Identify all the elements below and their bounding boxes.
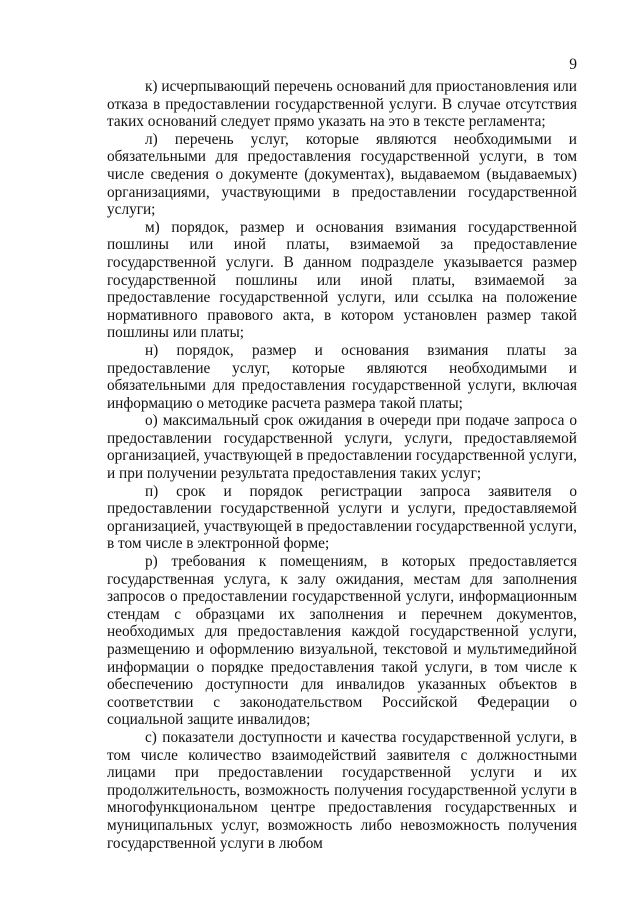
paragraph-p: п) срок и порядок регистрации запроса заявителя о предоставлении государственной услуги и услуги, предоставляемой организацией, участвующей в предоставлении государственной услуги, в том числе в электронной форме; [107, 482, 577, 553]
paragraph-r: р) требования к помещениям, в которых предоставляется государственная услуга, к залу ожидания, местам для заполнения запросов о предоставлении государственной услуги, информационным стендам с образцами их заполнения и перечнем документов, необходимых для предоставления каждой государственной услуги, размещению и оформлению визуальной, текстовой и мультимедийной информации о порядке предоставления такой услуги, в том числе к обеспечению доступности для инвалидов указанных объектов в соответствии с законодательством Российской Федерации о социальной защите инвалидов; [107, 553, 577, 729]
paragraph-m: м) порядок, размер и основания взимания государственной пошлины или иной платы, взимаемой за предоставление государственной услуги. В данном подразделе указывается размер государственной пошлины или иной платы, взимаемой за предоставление государственной услуги, или ссылка на положение нормативного правового акта, в котором установлен размер такой пошлины или платы; [107, 218, 577, 342]
page-number: 9 [569, 56, 577, 73]
paragraph-l: л) перечень услуг, которые являются необходимыми и обязательными для предоставления государственной услуги, в том числе сведения о документе (документах), выдаваемом (выдаваемых) организациями, участвующими в предоставлении государственной услуги; [107, 130, 577, 219]
document-body [107, 78, 577, 852]
paragraph-k: к) исчерпывающий перечень оснований для приостановления или отказа в предоставлении государственной услуги. В случае отсутствия таких оснований следует прямо указать на это в тексте регламента; [107, 78, 577, 131]
paragraph-n: н) порядок, размер и основания взимания платы за предоставление услуг, которые являются необходимыми и обязательными для предоставления государственной услуги, включая информацию о методике расчета размера такой платы; [107, 341, 577, 412]
paragraph-o: о) максимальный срок ожидания в очереди при подаче запроса о предоставлении государственной услуги, услуги, предоставляемой организацией, участвующей в предоставлении государственной услуги, и при получении результата предоставления таких услуг; [107, 412, 577, 483]
paragraph-s: с) показатели доступности и качества государственной услуги, в том числе количество взаимодействий заявителя с должностными лицами при предоставлении государственной услуги и их продолжительность, возможность получения государственной услуги в многофункциональном центре предоставления государственных и муниципальных услуг, возможность либо невозможность получения государственной услуги в любом [107, 728, 577, 852]
